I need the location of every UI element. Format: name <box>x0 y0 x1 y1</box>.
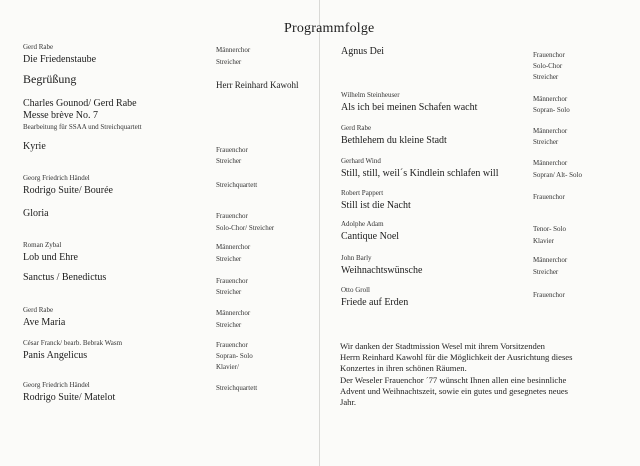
composer: Adolphe Adam <box>341 220 384 228</box>
piece-title: Bethlehem du kleine Stadt <box>341 135 447 146</box>
composer: Charles Gounod/ Gerd Rabe <box>23 98 137 109</box>
piece-title: Friede auf Erden <box>341 297 409 308</box>
piece-title: Agnus Dei <box>341 46 385 57</box>
ensemble: Frauenchor <box>216 277 248 285</box>
note-line: Konzertes in ihren schönen Räumen. <box>340 363 467 374</box>
composer: John Barly <box>341 254 372 262</box>
note-line: Herrn Reinhard Kawohl für die Möglichkeit der Ausrichtung dieses <box>340 352 573 363</box>
piece-title: Weihnachtswünsche <box>341 265 423 276</box>
ensemble: Männerchor <box>216 243 251 251</box>
composer: Gerhard Wind <box>341 157 381 165</box>
piece-title: Still ist die Nacht <box>341 200 411 211</box>
ensemble: Sopran/ Alt- Solo <box>533 171 583 179</box>
piece-title: Cantique Noel <box>341 231 400 242</box>
composer: César Franck/ bearb. Bebrak Wasm <box>23 339 123 347</box>
composer: Robert Pappert <box>341 189 384 197</box>
arrangement-note: Bearbeitung für SSAA und Streichquartett <box>23 123 142 131</box>
ensemble: Streicher <box>533 138 559 146</box>
piece-title: Still, still, weil´s Kindlein schlafen will <box>341 168 499 179</box>
note-line: Wir danken der Stadtmission Wesel mit ihrem Vorsitzenden <box>340 341 545 351</box>
ensemble: Frauenchor <box>533 193 565 201</box>
ensemble: Männerchor <box>216 46 251 54</box>
piece-title: Panis Angelicus <box>23 350 88 361</box>
ensemble: Streicher <box>216 157 242 165</box>
ensemble: Streichquartett <box>216 384 258 392</box>
ensemble: Klavier <box>533 237 554 245</box>
page-title: Programmfolge <box>284 21 375 36</box>
piece-title: Messe brève No. 7 <box>23 110 98 121</box>
ensemble: Streicher <box>216 58 242 66</box>
ensemble: Männerchor <box>533 95 568 103</box>
piece-title: Als ich bei meinen Schafen wacht <box>341 102 478 113</box>
note-line: Advent und Weihnachtszeit, sowie ein gutes und gesegnetes neues <box>340 385 569 396</box>
ensemble: Streichquartett <box>216 181 258 189</box>
ensemble: Klavier/ <box>216 363 239 371</box>
ensemble: Männerchor <box>533 159 568 167</box>
ensemble: Frauenchor <box>533 51 565 59</box>
composer: Georg Friedrich Händel <box>23 381 90 389</box>
ensemble: Männerchor <box>533 127 568 135</box>
composer: Gerd Rabe <box>23 306 54 314</box>
composer: Roman Zybal <box>23 241 62 249</box>
fold-line <box>319 0 320 466</box>
piece-title: Rodrigo Suite/ Matelot <box>23 392 116 403</box>
ensemble: Frauenchor <box>216 146 248 154</box>
piece-title: Lob und Ehre <box>23 252 78 263</box>
piece-title: Sanctus / Benedictus <box>23 272 107 283</box>
piece-title: Kyrie <box>23 141 46 152</box>
piece-title: Rodrigo Suite/ Bourée <box>23 185 113 196</box>
speaker: Herr Reinhard Kawohl <box>216 80 299 90</box>
ensemble: Männerchor <box>216 309 251 317</box>
ensemble: Solo-Chor/ Streicher <box>216 224 275 232</box>
ensemble: Sopran- Solo <box>216 352 253 360</box>
ensemble: Frauenchor <box>216 212 248 220</box>
ensemble: Frauenchor <box>216 341 248 349</box>
composer: Gerd Rabe <box>341 124 372 132</box>
piece-title: Die Friedenstaube <box>23 54 97 65</box>
ensemble: Streicher <box>533 73 559 81</box>
ensemble: Streicher <box>216 255 242 263</box>
composer: Georg Friedrich Händel <box>23 174 90 182</box>
composer: Gerd Rabe <box>23 43 54 51</box>
piece-title: Gloria <box>23 208 49 219</box>
piece-title: Ave Maria <box>23 317 66 328</box>
ensemble: Männerchor <box>533 256 568 264</box>
ensemble: Streicher <box>216 321 242 329</box>
ensemble: Solo-Chor <box>533 62 563 70</box>
note-line: Jahr. <box>340 397 356 408</box>
piece-title: Begrüßung <box>23 72 77 86</box>
acknowledgement-text <box>340 341 630 408</box>
ensemble: Sopran- Solo <box>533 106 570 114</box>
ensemble: Streicher <box>216 288 242 296</box>
note-line: Der Weseler Frauenchor ´77 wünscht Ihnen allen eine besinnliche <box>340 374 567 385</box>
ensemble: Streicher <box>533 268 559 276</box>
ensemble: Frauenchor <box>533 291 565 299</box>
composer: Otto Groll <box>341 286 370 294</box>
composer: Wilhelm Steinheuser <box>341 91 400 99</box>
ensemble: Tenor- Solo <box>533 225 567 233</box>
